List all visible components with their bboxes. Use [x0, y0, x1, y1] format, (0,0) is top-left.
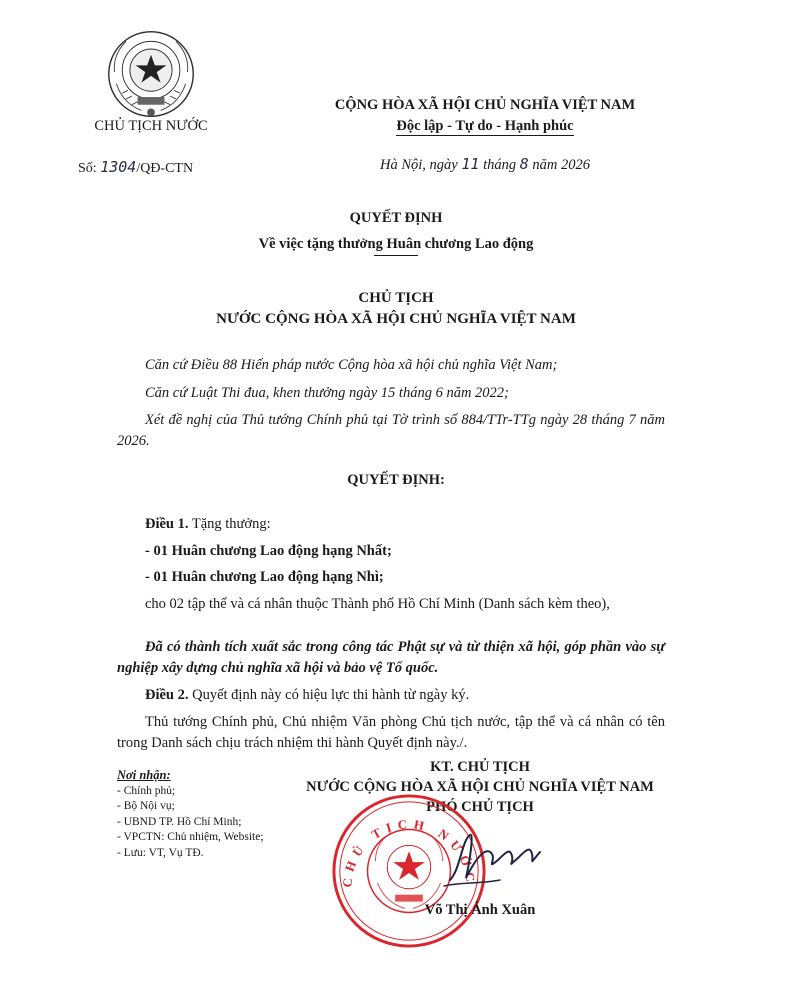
document-number-handwritten: 1304	[100, 158, 137, 176]
subject-underline	[374, 255, 418, 256]
national-emblem-icon	[103, 26, 199, 122]
signature-line-2: NƯỚC CỘNG HÒA XÃ HỘI CHỦ NGHĨA VIỆT NAM	[306, 779, 654, 795]
article-2-text: Quyết định này có hiệu lực thi hành từ ngày ký.	[188, 687, 470, 703]
month-label: tháng	[479, 157, 520, 173]
list-item: - Chính phủ;	[117, 784, 176, 797]
nation-name: CỘNG HÒA XÃ HỘI CHỦ NGHĨA VIỆT NAM	[334, 97, 636, 113]
national-motto	[290, 118, 680, 135]
recipients-title: Nơi nhận:	[117, 768, 171, 782]
document-number	[78, 158, 193, 177]
article-1-label: Điều 1.	[145, 516, 189, 532]
signature-line-1: KT. CHỦ TỊCH	[430, 759, 530, 775]
decides-heading: QUYẾT ĐỊNH:	[347, 472, 445, 488]
document-number-suffix: /QĐ-CTN	[136, 161, 194, 176]
article-2	[145, 685, 693, 706]
motto-text: Độc lập - Tự do - Hạnh phúc	[396, 118, 574, 134]
signer-name: Võ Thị Ánh Xuân	[424, 902, 536, 918]
place-and-date	[290, 155, 680, 174]
authority-country: NƯỚC CỘNG HÒA XÃ HỘI CHỦ NGHĨA VIỆT NAM	[216, 311, 576, 327]
list-item: - UBND TP. Hồ Chí Minh;	[117, 815, 242, 828]
signature-line-3: PHÓ CHỦ TỊCH	[426, 799, 534, 815]
authority-title: CHỦ TỊCH	[358, 290, 434, 306]
list-item: - VPCTN: Chủ nhiệm, Website;	[117, 831, 264, 843]
legal-basis-1: Căn cứ Điều 88 Hiến pháp nước Cộng hòa xã hội chủ nghĩa Việt Nam;	[145, 357, 558, 373]
issuer-name: CHỦ TỊCH NƯỚC	[94, 118, 208, 134]
date-day: 11	[461, 155, 480, 173]
date-month: 8	[519, 155, 529, 173]
document-number-prefix: Số:	[78, 161, 101, 176]
list-item: - Lưu: VT, Vụ TĐ.	[117, 846, 204, 859]
article-1	[145, 514, 693, 535]
article-2-label: Điều 2.	[145, 687, 189, 703]
award-recipients: cho 02 tập thể và cá nhân thuộc Thành phố Hồ Chí Minh (Danh sách kèm theo),	[145, 596, 610, 612]
legal-basis-2: Căn cứ Luật Thi đua, khen thưởng ngày 15 tháng 6 năm 2022;	[145, 385, 509, 401]
legal-basis-3: Xét đề nghị của Thủ tướng Chính phủ tại Tờ trình số 884/TTr-TTg ngày 28 tháng 7 năm 2026.	[117, 412, 665, 449]
list-item: - Bộ Nội vụ;	[117, 800, 175, 812]
seal-text: CHỦ TỊCH NƯỚC	[340, 817, 478, 889]
execution-clause: Thủ tướng Chính phủ, Chủ nhiệm Văn phòng Chủ tịch nước, tập thể và cá nhân có tên trong Danh sách chịu trách nhiệm thi hành Quyết định này./.	[117, 714, 665, 751]
year-label: năm 2026	[528, 157, 590, 173]
handwritten-signature	[440, 820, 550, 900]
article-1-text: Tặng thưởng:	[188, 516, 271, 532]
award-item-1: - 01 Huân chương Lao động hạng Nhất;	[145, 543, 392, 559]
place-prefix: Hà Nội, ngày	[380, 157, 462, 173]
decision-title: QUYẾT ĐỊNH	[349, 210, 443, 226]
award-item-2: - 01 Huân chương Lao động hạng Nhì;	[145, 569, 384, 585]
recipients-list	[117, 768, 307, 861]
achievement-statement: Đã có thành tích xuất sắc trong công tác Phật sự và từ thiện xã hội, góp phần vào sự nghiệp xây dựng chủ nghĩa xã hội và bảo vệ Tổ quốc.	[117, 639, 665, 676]
decision-subject: Về việc tặng thưởng Huân chương Lao động	[258, 236, 534, 252]
